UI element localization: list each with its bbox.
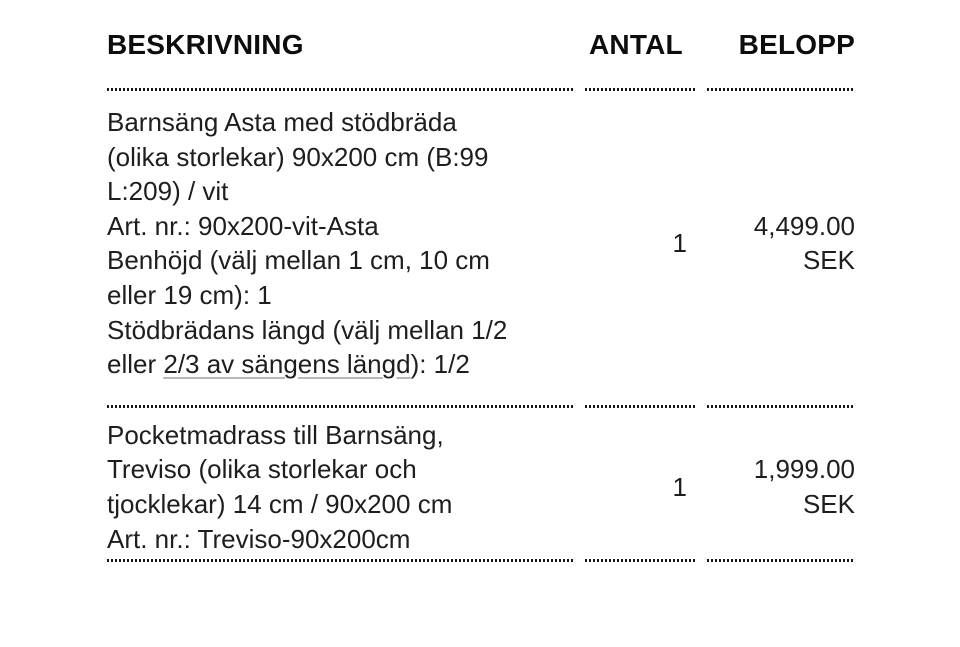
dotted-divider bbox=[107, 559, 855, 562]
table-row bbox=[107, 408, 855, 559]
item-amount bbox=[707, 452, 855, 521]
amount-value: 1,999.00 bbox=[753, 454, 855, 485]
divider-segment bbox=[585, 405, 697, 408]
underlined-option-text: 2/3 av sängens längd bbox=[163, 349, 411, 380]
description-line-text: eller bbox=[107, 349, 164, 380]
description-line: Benhöjd (välj mellan 1 cm, 10 cm bbox=[107, 245, 490, 276]
description-line: Art. nr.: 90x200-vit-Asta bbox=[107, 210, 379, 241]
divider-segment bbox=[585, 559, 697, 562]
amount-currency: SEK bbox=[802, 488, 855, 519]
description-line: Stödbrädans längd (välj mellan 1/2 bbox=[107, 314, 508, 345]
description-line: tjocklekar) 14 cm / 90x200 cm bbox=[107, 488, 453, 519]
item-quantity: 1 bbox=[672, 228, 687, 259]
description-line: eller 19 cm): 1 bbox=[107, 279, 272, 310]
column-header-quantity: ANTAL bbox=[589, 29, 683, 60]
item-description bbox=[107, 418, 575, 556]
divider-segment bbox=[585, 88, 697, 91]
column-header-description: BESKRIVNING bbox=[107, 29, 304, 60]
divider-segment bbox=[707, 559, 855, 562]
item-description bbox=[107, 105, 575, 382]
divider-segment bbox=[107, 559, 575, 562]
description-line: Treviso (olika storlekar och bbox=[107, 454, 417, 485]
description-line: Art. nr.: Treviso-90x200cm bbox=[107, 523, 411, 554]
amount-currency: SEK bbox=[802, 245, 855, 276]
divider-segment bbox=[707, 88, 855, 91]
table-row bbox=[107, 91, 855, 405]
order-items-table bbox=[107, 28, 855, 562]
column-header-amount: BELOPP bbox=[738, 29, 855, 60]
dotted-divider bbox=[107, 88, 855, 91]
divider-segment bbox=[107, 405, 575, 408]
dotted-divider bbox=[107, 405, 855, 408]
table-header-row bbox=[107, 28, 855, 88]
item-amount bbox=[707, 209, 855, 278]
divider-segment bbox=[707, 405, 855, 408]
amount-value: 4,499.00 bbox=[753, 210, 855, 241]
description-line: (olika storlekar) 90x200 cm (B:99 bbox=[107, 141, 489, 172]
description-line: Pocketmadrass till Barnsäng, bbox=[107, 419, 444, 450]
description-line: Barnsäng Asta med stödbräda bbox=[107, 107, 457, 137]
description-line-text: ): 1/2 bbox=[410, 349, 470, 380]
description-line: L:209) / vit bbox=[107, 176, 229, 207]
description-line bbox=[107, 347, 575, 382]
divider-segment bbox=[107, 88, 575, 91]
item-quantity: 1 bbox=[672, 471, 687, 502]
